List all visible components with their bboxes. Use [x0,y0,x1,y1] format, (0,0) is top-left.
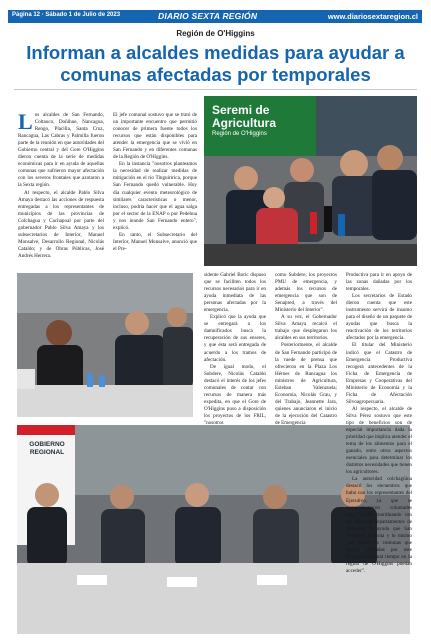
article-column-b1 [204,272,266,427]
colb1-paragraph-3: De igual modo, el Subdere, Nicolás Cataldo destacó el interés de los jefes comunales de contar con recursos de manera más expedita, en que el Gore de O'Higgins puso a disposición los proyectos de los FRIL, "nosotros [204,363,266,426]
gobierno-regional-banner-text: GOBIERNO REGIONAL [29,441,65,456]
section-title: Región de O'Higgins [176,29,255,38]
colb3-paragraph-4: Al respecto, el alcalde de Silva Pérez sostuvo que este tipo de beneficios son de especial importancia dada la prioridad que implica atender el tema de los alimentos para el ganado, entre otros aspectos esenciales para determinar los distintos necesidades que tienen los agricultores. [346,405,412,476]
col1-paragraph-1: os alcaldes de San Fernando, Coltauco, Doñihue, Nancagua, Rengo, Placilla, Santa Cruz, Rancagua, Las Cabras y Palmilla fueron parte de la reunión en que autoridades del Gobierno central y del Gore O'Higgins dieron cuenta de la serie de medidas económicas para ir en ayuda de aquellas comunas que sufrieron mayor afectación con los severos frontales que azotaron a la Sexta región. [18,112,104,189]
colb3-paragraph-2: Los secretarios de Estado dieron cuenta que este instrumento servirá de insumo para el diseño de un paquete de ayudas que busca la reactivación de los territorios afectados por la emergencia. [346,293,412,342]
meeting-table-illustration [17,273,193,417]
press-conference-photo [204,96,417,266]
colb2-paragraph-1: como Subdere, los proyectos PMU de emergencia, y además los recursos de emergencia que son de Senapred, a través del Ministerio del Interior". [275,272,337,314]
colb2-paragraph-3: Posteriormente, el alcalde de San Fernando participó de la ruede de prensa que ofrecieron en la Plaza Los Héroes de Rancagua los ministros de Agricultura, Esteban Valenzuela; Economía, Nicolás Grau, y del Trabajo, Jeannette Jara, quienes anunciaron el inicio de la ejecución del Catastro de Emergencia [275,342,337,426]
page-header-bar [8,10,422,23]
colb1-paragraph-2: Explicó que la ayuda que se entregará a los damnificados busca la recuperación de sus enseres, y que ésta será entregada de acuerdo a los tramos de afectación. [204,314,266,363]
newspaper-masthead: DIARIO SEXTA REGIÓN [158,11,258,21]
colb1-paragraph-1: sidente Gabriel Boric dispuso que se faciliten todos los recursos necesarios para ir en ayuda inmediata de las personas afectadas por la emergencia. [204,272,266,314]
col2-paragraph-1: El jefe comunal sostuvo que se trató de un importante encuentro que permitió conocer de primera fuente todos los recursos que están disponibles para atender la emergencia que se vivió en San Fernando y en diferentes comunas de la Región de O'Higgins. [113,112,197,161]
seremi-banner-text: Seremi de Agricultura Región de O'Higgins [212,103,277,137]
colb3-paragraph-3: El titular del Ministerio indicó que el Catastro de Emergencia Productiva recogerá antecedentes de la Ficha de Emergencia de Empresas y Cooperativas del Ministerio de Economía y la Ficha de Afectación Silvoagropecuaria. [346,342,412,405]
article-column-b3 [346,272,412,575]
article-column-b2 [275,272,337,427]
col2-paragraph-2: En la instancia "nosotros planteamos la necesidad de realizar medidas de mitigación en el río Tinguiririca, porque San Fernando quedó vulnerable. Hoy día cualquier evento meteorológico de similares características o menor, incluso, podría hacer que el agua salga por el sector de la ENAP o por Pedehua y nos inunde San Fernando entero", explicó. [113,161,197,231]
article-column-2 [113,112,197,253]
page-info: Página 12 · Sábado 1 de Julio de 2023 [12,12,121,18]
colb2-paragraph-2: A su vez, el Gobernador Silva Amaya recalcó el trabajo que desplegaron los alcaldes en sus territorios. [275,314,337,342]
colb3-paragraph-1: Productiva para ir en apoyo de las zonas dañadas por los temporales. [346,272,412,293]
colb3-paragraph-5: La autoridad colchagüina destacó los encuentros que hubo con los representantes del Ejecutivo, ya que se comprometieron voluntades para "seguir coordinando con los distintos departamentos de Gobierno la ayuda que San Fernando necesita y lo mismo para todas las comunas que fueron afectadas por este fenómeno de mal tiempo en la región de O'Higgins puedan acceder". [346,476,412,574]
article-column-1 [18,109,104,260]
headline-divider [14,89,417,90]
article-headline: Informan a alcaldes medidas para ayudar a comunas afectadas por temporales [26,42,405,85]
col1-paragraph-2: Al respecto, el alcalde Pablo Silva Amaya destacó las acciones de respuesta entregadas a los representantes de municipios de las provincias de Colchagua y Cachapoal por parte del gobernador Pablo Silva Amaya y los subsecretarios de Interior, Manuel Monsalve, Desarrollo Regional, Nicolás Cataldo; y de Obras Públicas, José Andrés Herrera. [18,189,104,259]
website-link[interactable]: www.diariosextaregion.cl [327,11,418,21]
drop-cap: L [18,109,33,134]
meeting-table-photo [17,273,193,417]
col2-paragraph-3: En tanto, el Subsecretario del Interior, Manuel Monsalve, anunció que el Pre- [113,231,197,252]
